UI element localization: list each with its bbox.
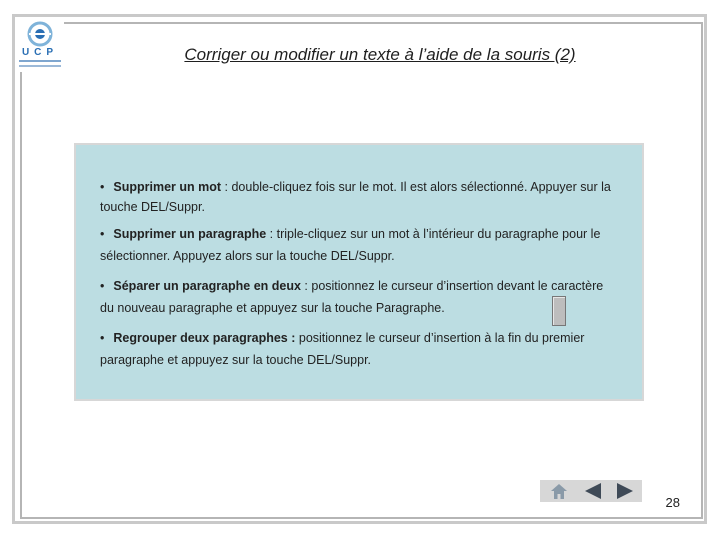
arrow-left-icon	[583, 482, 603, 500]
paragraph-key-icon	[552, 296, 566, 326]
bullet-text: : triple-cliquez sur un mot à l’intérieur du paragraphe pour le sélectionner. Appuyez alors sur la touche DEL/Suppr.	[100, 227, 601, 263]
bullet-item	[100, 177, 620, 217]
bullet-item	[100, 327, 620, 371]
content-panel	[74, 143, 644, 401]
home-button[interactable]	[544, 480, 574, 502]
bullet-text: positionnez le curseur d’insertion à la fin du premier paragraphe et appuyez sur la touche DEL/Suppr.	[100, 331, 585, 367]
bullet-heading: Regrouper deux paragraphes :	[113, 331, 296, 345]
arrow-right-icon	[615, 482, 635, 500]
bullet-marker: •	[100, 227, 105, 241]
slide-title: Corriger ou modifier un texte à l’aide de la souris (2)	[184, 45, 576, 64]
ucp-logo	[16, 20, 64, 72]
logo-text: UCP	[21, 47, 59, 58]
bullet-heading: Supprimer un paragraphe	[113, 227, 267, 241]
bullet-marker: •	[100, 279, 105, 293]
bullet-text: : positionnez le curseur d’insertion devant le caractère du nouveau paragraphe et appuyez sur la touche Paragraphe.	[100, 279, 604, 315]
bullet-item	[100, 223, 620, 267]
next-button[interactable]	[610, 480, 640, 502]
bullet-text: : double-cliquez fois sur le mot. Il est alors sélectionné. Appuyer sur la touche DEL/Suppr.	[100, 180, 611, 214]
bullet-item	[100, 275, 620, 319]
bullet-marker: •	[100, 331, 105, 345]
bullet-heading: Séparer un paragraphe en deux	[113, 279, 301, 293]
home-icon	[549, 482, 569, 500]
bullet-marker: •	[100, 180, 105, 194]
bullet-heading: Supprimer un mot	[113, 180, 222, 194]
previous-button[interactable]	[578, 480, 608, 502]
logo-subtitle-line	[19, 60, 61, 62]
logo-emblem-icon	[16, 20, 64, 48]
page-number: 28	[665, 495, 680, 510]
logo-subtitle-line	[19, 65, 61, 67]
